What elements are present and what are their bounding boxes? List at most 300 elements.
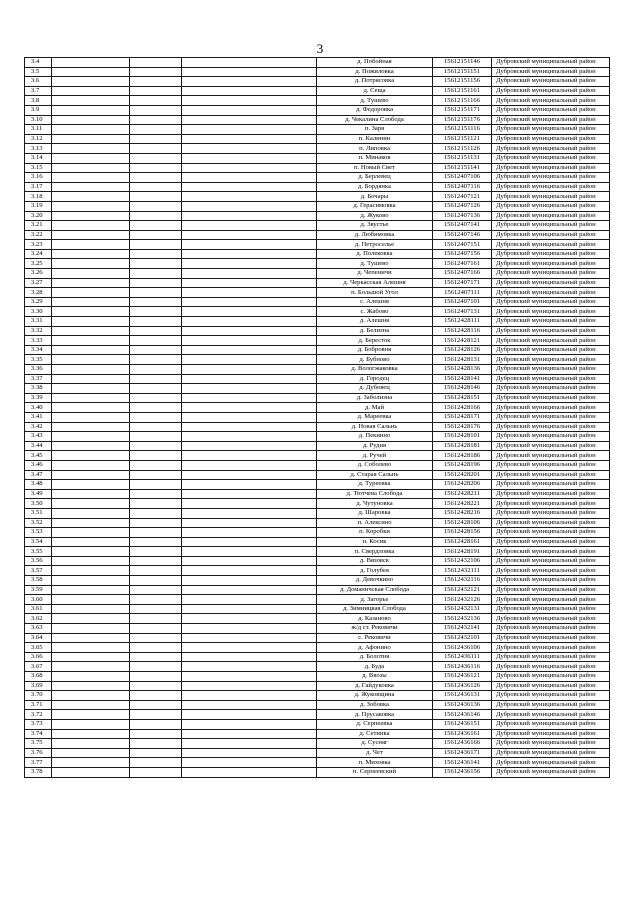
district-cell: Дубровский муниципальный район bbox=[492, 672, 610, 682]
row-number-cell: 3.19 bbox=[25, 201, 52, 211]
settlement-name-cell: п. Алексино bbox=[317, 518, 433, 528]
settlement-name-cell: д. Тушево bbox=[317, 96, 433, 106]
table-row bbox=[25, 624, 610, 634]
empty-cell bbox=[182, 259, 317, 269]
table-row bbox=[25, 767, 610, 777]
oktmo-code-cell: 15612428156 bbox=[433, 528, 492, 538]
row-number-cell: 3.16 bbox=[25, 173, 52, 183]
table-row bbox=[25, 163, 610, 173]
empty-cell bbox=[182, 528, 317, 538]
district-cell: Дубровский муниципальный район bbox=[492, 288, 610, 298]
empty-cell bbox=[130, 566, 182, 576]
empty-cell bbox=[182, 508, 317, 518]
settlement-name-cell: д. Тушево bbox=[317, 259, 433, 269]
empty-cell bbox=[130, 470, 182, 480]
empty-cell bbox=[130, 345, 182, 355]
district-cell: Дубровский муниципальный район bbox=[492, 758, 610, 768]
settlement-name-cell: ж/д ст. Рековичи bbox=[317, 624, 433, 634]
empty-cell bbox=[182, 585, 317, 595]
empty-cell bbox=[130, 480, 182, 490]
oktmo-code-cell: 15612407116 bbox=[433, 182, 492, 192]
oktmo-code-cell: 15612151176 bbox=[433, 115, 492, 125]
table-row bbox=[25, 470, 610, 480]
empty-cell bbox=[182, 240, 317, 250]
settlement-name-cell: д. Дубовец bbox=[317, 384, 433, 394]
table-row bbox=[25, 259, 610, 269]
empty-cell bbox=[130, 422, 182, 432]
empty-cell bbox=[130, 201, 182, 211]
empty-cell bbox=[182, 652, 317, 662]
row-number-cell: 3.59 bbox=[25, 585, 52, 595]
district-cell: Дубровский муниципальный район bbox=[492, 86, 610, 96]
oktmo-code-cell: 15612432121 bbox=[433, 585, 492, 595]
district-cell: Дубровский муниципальный район bbox=[492, 499, 610, 509]
district-cell: Дубровский муниципальный район bbox=[492, 422, 610, 432]
row-number-cell: 3.41 bbox=[25, 412, 52, 422]
row-number-cell: 3.60 bbox=[25, 595, 52, 605]
empty-cell bbox=[130, 96, 182, 106]
empty-cell bbox=[130, 67, 182, 77]
empty-cell bbox=[130, 365, 182, 375]
district-cell: Дубровский муниципальный район bbox=[492, 566, 610, 576]
empty-cell bbox=[52, 489, 130, 499]
row-number-cell: 3.64 bbox=[25, 633, 52, 643]
row-number-cell: 3.65 bbox=[25, 643, 52, 653]
oktmo-code-cell: 15612151116 bbox=[433, 125, 492, 135]
empty-cell bbox=[52, 317, 130, 327]
empty-cell bbox=[52, 211, 130, 221]
settlement-name-cell: д. Чекалина Слобода bbox=[317, 115, 433, 125]
settlement-name-cell: д. Звустье bbox=[317, 221, 433, 231]
settlement-name-cell: д. Вязовск bbox=[317, 556, 433, 566]
empty-cell bbox=[182, 153, 317, 163]
table-row bbox=[25, 355, 610, 365]
district-cell: Дубровский муниципальный район bbox=[492, 336, 610, 346]
oktmo-code-cell: 15612432111 bbox=[433, 566, 492, 576]
empty-cell bbox=[130, 336, 182, 346]
empty-cell bbox=[52, 134, 130, 144]
row-number-cell: 3.11 bbox=[25, 125, 52, 135]
table-row bbox=[25, 758, 610, 768]
empty-cell bbox=[52, 566, 130, 576]
settlement-name-cell: п. Новый Свет bbox=[317, 163, 433, 173]
empty-cell bbox=[52, 470, 130, 480]
row-number-cell: 3.27 bbox=[25, 278, 52, 288]
empty-cell bbox=[52, 230, 130, 240]
oktmo-code-cell: 15612407111 bbox=[433, 288, 492, 298]
empty-cell bbox=[182, 662, 317, 672]
empty-cell bbox=[130, 259, 182, 269]
settlement-name-cell: д. Ввозы bbox=[317, 672, 433, 682]
district-cell: Дубровский муниципальный район bbox=[492, 412, 610, 422]
table-row bbox=[25, 288, 610, 298]
settlements-table bbox=[24, 57, 610, 778]
oktmo-code-cell: 15612432101 bbox=[433, 633, 492, 643]
table-row bbox=[25, 211, 610, 221]
district-cell: Дубровский муниципальный район bbox=[492, 614, 610, 624]
row-number-cell: 3.49 bbox=[25, 489, 52, 499]
settlement-name-cell: д. Соболево bbox=[317, 460, 433, 470]
empty-cell bbox=[52, 614, 130, 624]
oktmo-code-cell: 15612151121 bbox=[433, 134, 492, 144]
row-number-cell: 3.58 bbox=[25, 576, 52, 586]
oktmo-code-cell: 15612428136 bbox=[433, 365, 492, 375]
empty-cell bbox=[52, 240, 130, 250]
table-row bbox=[25, 719, 610, 729]
oktmo-code-cell: 15612407131 bbox=[433, 307, 492, 317]
empty-cell bbox=[182, 729, 317, 739]
settlement-name-cell: д. Чепеничи bbox=[317, 269, 433, 279]
empty-cell bbox=[182, 547, 317, 557]
oktmo-code-cell: 15612436141 bbox=[433, 758, 492, 768]
district-cell: Дубровский муниципальный район bbox=[492, 403, 610, 413]
empty-cell bbox=[182, 624, 317, 634]
settlement-name-cell: д. Тютчева Слобода bbox=[317, 489, 433, 499]
oktmo-code-cell: 15612151161 bbox=[433, 86, 492, 96]
district-cell: Дубровский муниципальный район bbox=[492, 595, 610, 605]
oktmo-code-cell: 15612436151 bbox=[433, 719, 492, 729]
oktmo-code-cell: 15612407101 bbox=[433, 297, 492, 307]
empty-cell bbox=[52, 700, 130, 710]
settlement-name-cell: д. Новая Сальнь bbox=[317, 422, 433, 432]
row-number-cell: 3.56 bbox=[25, 556, 52, 566]
oktmo-code-cell: 15612436161 bbox=[433, 729, 492, 739]
row-number-cell: 3.51 bbox=[25, 508, 52, 518]
row-number-cell: 3.68 bbox=[25, 672, 52, 682]
table-row bbox=[25, 221, 610, 231]
empty-cell bbox=[130, 105, 182, 115]
oktmo-code-cell: 15612436171 bbox=[433, 748, 492, 758]
empty-cell bbox=[130, 508, 182, 518]
oktmo-code-cell: 15612407121 bbox=[433, 192, 492, 202]
settlement-name-cell: д. Белизна bbox=[317, 326, 433, 336]
row-number-cell: 3.70 bbox=[25, 691, 52, 701]
row-number-cell: 3.47 bbox=[25, 470, 52, 480]
empty-cell bbox=[52, 758, 130, 768]
empty-cell bbox=[130, 86, 182, 96]
empty-cell bbox=[52, 691, 130, 701]
empty-cell bbox=[182, 211, 317, 221]
oktmo-code-cell: 15612436106 bbox=[433, 643, 492, 653]
oktmo-code-cell: 15612428166 bbox=[433, 403, 492, 413]
table-row bbox=[25, 182, 610, 192]
oktmo-code-cell: 15612428216 bbox=[433, 508, 492, 518]
oktmo-code-cell: 15612407161 bbox=[433, 259, 492, 269]
table-row bbox=[25, 173, 610, 183]
empty-cell bbox=[130, 758, 182, 768]
empty-cell bbox=[52, 144, 130, 154]
oktmo-code-cell: 15612151131 bbox=[433, 153, 492, 163]
empty-cell bbox=[182, 460, 317, 470]
district-cell: Дубровский муниципальный район bbox=[492, 681, 610, 691]
settlement-name-cell: с. Жабово bbox=[317, 307, 433, 317]
row-number-cell: 3.42 bbox=[25, 422, 52, 432]
empty-cell bbox=[52, 585, 130, 595]
row-number-cell: 3.28 bbox=[25, 288, 52, 298]
empty-cell bbox=[52, 537, 130, 547]
oktmo-code-cell: 15612151166 bbox=[433, 96, 492, 106]
empty-cell bbox=[52, 441, 130, 451]
row-number-cell: 3.52 bbox=[25, 518, 52, 528]
oktmo-code-cell: 15612428176 bbox=[433, 422, 492, 432]
settlement-name-cell: д. Берлевец bbox=[317, 173, 433, 183]
row-number-cell: 3.36 bbox=[25, 365, 52, 375]
district-cell: Дубровский муниципальный район bbox=[492, 134, 610, 144]
district-cell: Дубровский муниципальный район bbox=[492, 163, 610, 173]
empty-cell bbox=[52, 547, 130, 557]
oktmo-code-cell: 15612407171 bbox=[433, 278, 492, 288]
table-row bbox=[25, 729, 610, 739]
oktmo-code-cell: 15612407136 bbox=[433, 211, 492, 221]
oktmo-code-cell: 15612428151 bbox=[433, 393, 492, 403]
table-row bbox=[25, 576, 610, 586]
empty-cell bbox=[52, 604, 130, 614]
settlement-name-cell: д. Алешня bbox=[317, 317, 433, 327]
row-number-cell: 3.17 bbox=[25, 182, 52, 192]
district-cell: Дубровский муниципальный район bbox=[492, 240, 610, 250]
district-cell: Дубровский муниципальный район bbox=[492, 729, 610, 739]
table-row bbox=[25, 240, 610, 250]
empty-cell bbox=[182, 326, 317, 336]
oktmo-code-cell: 15612436131 bbox=[433, 691, 492, 701]
empty-cell bbox=[182, 384, 317, 394]
empty-cell bbox=[130, 489, 182, 499]
empty-cell bbox=[52, 259, 130, 269]
row-number-cell: 3.76 bbox=[25, 748, 52, 758]
empty-cell bbox=[52, 767, 130, 777]
settlement-name-cell: п. Коробки bbox=[317, 528, 433, 538]
settlement-name-cell: д. Городец bbox=[317, 374, 433, 384]
empty-cell bbox=[130, 691, 182, 701]
table-row bbox=[25, 365, 610, 375]
table-row bbox=[25, 67, 610, 77]
district-cell: Дубровский муниципальный район bbox=[492, 604, 610, 614]
empty-cell bbox=[130, 700, 182, 710]
empty-cell bbox=[52, 556, 130, 566]
empty-cell bbox=[52, 58, 130, 68]
row-number-cell: 3.66 bbox=[25, 652, 52, 662]
settlement-name-cell: д. Мареевка bbox=[317, 412, 433, 422]
empty-cell bbox=[182, 317, 317, 327]
row-number-cell: 3.13 bbox=[25, 144, 52, 154]
table-row bbox=[25, 297, 610, 307]
empty-cell bbox=[52, 422, 130, 432]
settlement-name-cell: д. Май bbox=[317, 403, 433, 413]
empty-cell bbox=[130, 211, 182, 221]
empty-cell bbox=[52, 307, 130, 317]
empty-cell bbox=[182, 614, 317, 624]
empty-cell bbox=[182, 77, 317, 87]
settlement-name-cell: д. Зобовка bbox=[317, 700, 433, 710]
oktmo-code-cell: 15612428141 bbox=[433, 374, 492, 384]
empty-cell bbox=[52, 288, 130, 298]
table-row bbox=[25, 403, 610, 413]
district-cell: Дубровский муниципальный район bbox=[492, 719, 610, 729]
oktmo-code-cell: 15612432131 bbox=[433, 604, 492, 614]
empty-cell bbox=[182, 192, 317, 202]
settlement-name-cell: д. Федоровка bbox=[317, 105, 433, 115]
table-row bbox=[25, 134, 610, 144]
district-cell: Дубровский муниципальный район bbox=[492, 211, 610, 221]
table-row bbox=[25, 77, 610, 87]
table-row bbox=[25, 672, 610, 682]
district-cell: Дубровский муниципальный район bbox=[492, 767, 610, 777]
row-number-cell: 3.12 bbox=[25, 134, 52, 144]
table-row bbox=[25, 374, 610, 384]
row-number-cell: 3.20 bbox=[25, 211, 52, 221]
table-body bbox=[25, 58, 610, 778]
empty-cell bbox=[182, 86, 317, 96]
row-number-cell: 3.29 bbox=[25, 297, 52, 307]
table-row bbox=[25, 566, 610, 576]
settlement-name-cell: д. Шаровка bbox=[317, 508, 433, 518]
empty-cell bbox=[52, 125, 130, 135]
settlement-name-cell: д. Сетинка bbox=[317, 729, 433, 739]
oktmo-code-cell: 15612407126 bbox=[433, 201, 492, 211]
empty-cell bbox=[52, 355, 130, 365]
empty-cell bbox=[52, 508, 130, 518]
row-number-cell: 3.34 bbox=[25, 345, 52, 355]
empty-cell bbox=[182, 422, 317, 432]
settlement-name-cell: д. Афонино bbox=[317, 643, 433, 653]
settlement-name-cell: п. Минаков bbox=[317, 153, 433, 163]
row-number-cell: 3.39 bbox=[25, 393, 52, 403]
oktmo-code-cell: 15612428111 bbox=[433, 317, 492, 327]
empty-cell bbox=[182, 710, 317, 720]
empty-cell bbox=[182, 67, 317, 77]
oktmo-code-cell: 15612428116 bbox=[433, 326, 492, 336]
settlement-name-cell: д. Жуково bbox=[317, 211, 433, 221]
empty-cell bbox=[130, 230, 182, 240]
empty-cell bbox=[52, 384, 130, 394]
empty-cell bbox=[182, 576, 317, 586]
table-row bbox=[25, 614, 610, 624]
district-cell: Дубровский муниципальный район bbox=[492, 508, 610, 518]
empty-cell bbox=[52, 662, 130, 672]
district-cell: Дубровский муниципальный район bbox=[492, 489, 610, 499]
settlement-name-cell: п. Заря bbox=[317, 125, 433, 135]
oktmo-code-cell: 15612428196 bbox=[433, 460, 492, 470]
row-number-cell: 3.30 bbox=[25, 307, 52, 317]
empty-cell bbox=[52, 365, 130, 375]
row-number-cell: 3.44 bbox=[25, 441, 52, 451]
district-cell: Дубровский муниципальный район bbox=[492, 182, 610, 192]
empty-cell bbox=[130, 652, 182, 662]
settlement-name-cell: п. Липовка bbox=[317, 144, 433, 154]
oktmo-code-cell: 15612428221 bbox=[433, 499, 492, 509]
table-row bbox=[25, 96, 610, 106]
empty-cell bbox=[130, 153, 182, 163]
oktmo-code-cell: 15612407106 bbox=[433, 173, 492, 183]
empty-cell bbox=[182, 633, 317, 643]
empty-cell bbox=[52, 201, 130, 211]
row-number-cell: 3.62 bbox=[25, 614, 52, 624]
empty-cell bbox=[130, 585, 182, 595]
settlement-name-cell: д. Доманичская Слобода bbox=[317, 585, 433, 595]
row-number-cell: 3.8 bbox=[25, 96, 52, 106]
oktmo-code-cell: 15612432136 bbox=[433, 614, 492, 624]
district-cell: Дубровский муниципальный район bbox=[492, 710, 610, 720]
settlement-name-cell: д. Ручей bbox=[317, 451, 433, 461]
district-cell: Дубровский муниципальный район bbox=[492, 652, 610, 662]
district-cell: Дубровский муниципальный район bbox=[492, 576, 610, 586]
empty-cell bbox=[182, 700, 317, 710]
empty-cell bbox=[130, 719, 182, 729]
empty-cell bbox=[182, 758, 317, 768]
oktmo-code-cell: 15612436121 bbox=[433, 672, 492, 682]
district-cell: Дубровский муниципальный район bbox=[492, 230, 610, 240]
settlement-name-cell: д. Черкасская Алешня bbox=[317, 278, 433, 288]
row-number-cell: 3.48 bbox=[25, 480, 52, 490]
oktmo-code-cell: 15612428131 bbox=[433, 355, 492, 365]
empty-cell bbox=[182, 499, 317, 509]
oktmo-code-cell: 15612407156 bbox=[433, 249, 492, 259]
row-number-cell: 3.78 bbox=[25, 767, 52, 777]
row-number-cell: 3.23 bbox=[25, 240, 52, 250]
oktmo-code-cell: 15612436116 bbox=[433, 662, 492, 672]
settlement-name-cell: д. Гайдуковка bbox=[317, 681, 433, 691]
settlement-name-cell: д. Герасимовка bbox=[317, 201, 433, 211]
district-cell: Дубровский муниципальный район bbox=[492, 556, 610, 566]
settlement-name-cell: д. Полековка bbox=[317, 249, 433, 259]
settlement-name-cell: д. Чет bbox=[317, 748, 433, 758]
district-cell: Дубровский муниципальный район bbox=[492, 537, 610, 547]
empty-cell bbox=[52, 182, 130, 192]
empty-cell bbox=[130, 624, 182, 634]
empty-cell bbox=[130, 604, 182, 614]
empty-cell bbox=[182, 288, 317, 298]
district-cell: Дубровский муниципальный район bbox=[492, 77, 610, 87]
district-cell: Дубровский муниципальный район bbox=[492, 58, 610, 68]
district-cell: Дубровский муниципальный район bbox=[492, 317, 610, 327]
empty-cell bbox=[130, 547, 182, 557]
empty-cell bbox=[130, 451, 182, 461]
empty-cell bbox=[52, 652, 130, 662]
empty-cell bbox=[52, 412, 130, 422]
empty-cell bbox=[182, 643, 317, 653]
empty-cell bbox=[182, 278, 317, 288]
settlement-name-cell: п. Серпеевский bbox=[317, 767, 433, 777]
oktmo-code-cell: 15612432116 bbox=[433, 576, 492, 586]
empty-cell bbox=[130, 412, 182, 422]
row-number-cell: 3.15 bbox=[25, 163, 52, 173]
settlement-name-cell: д. Сусняг bbox=[317, 739, 433, 749]
settlement-name-cell: д. Чутуновка bbox=[317, 499, 433, 509]
oktmo-code-cell: 15612428181 bbox=[433, 441, 492, 451]
oktmo-code-cell: 15612428171 bbox=[433, 412, 492, 422]
oktmo-code-cell: 15612432141 bbox=[433, 624, 492, 634]
empty-cell bbox=[182, 480, 317, 490]
empty-cell bbox=[182, 566, 317, 576]
row-number-cell: 3.50 bbox=[25, 499, 52, 509]
empty-cell bbox=[182, 537, 317, 547]
settlement-name-cell: д. Петроселье bbox=[317, 240, 433, 250]
district-cell: Дубровский муниципальный район bbox=[492, 345, 610, 355]
district-cell: Дубровский муниципальный район bbox=[492, 451, 610, 461]
row-number-cell: 3.40 bbox=[25, 403, 52, 413]
table-row bbox=[25, 537, 610, 547]
empty-cell bbox=[52, 374, 130, 384]
oktmo-code-cell: 15612432126 bbox=[433, 595, 492, 605]
row-number-cell: 3.57 bbox=[25, 566, 52, 576]
empty-cell bbox=[52, 345, 130, 355]
table-row bbox=[25, 326, 610, 336]
table-row bbox=[25, 201, 610, 211]
settlement-name-cell: д. Потрясовка bbox=[317, 77, 433, 87]
settlement-name-cell: д. Казаново bbox=[317, 614, 433, 624]
empty-cell bbox=[182, 441, 317, 451]
oktmo-code-cell: 15612151156 bbox=[433, 77, 492, 87]
